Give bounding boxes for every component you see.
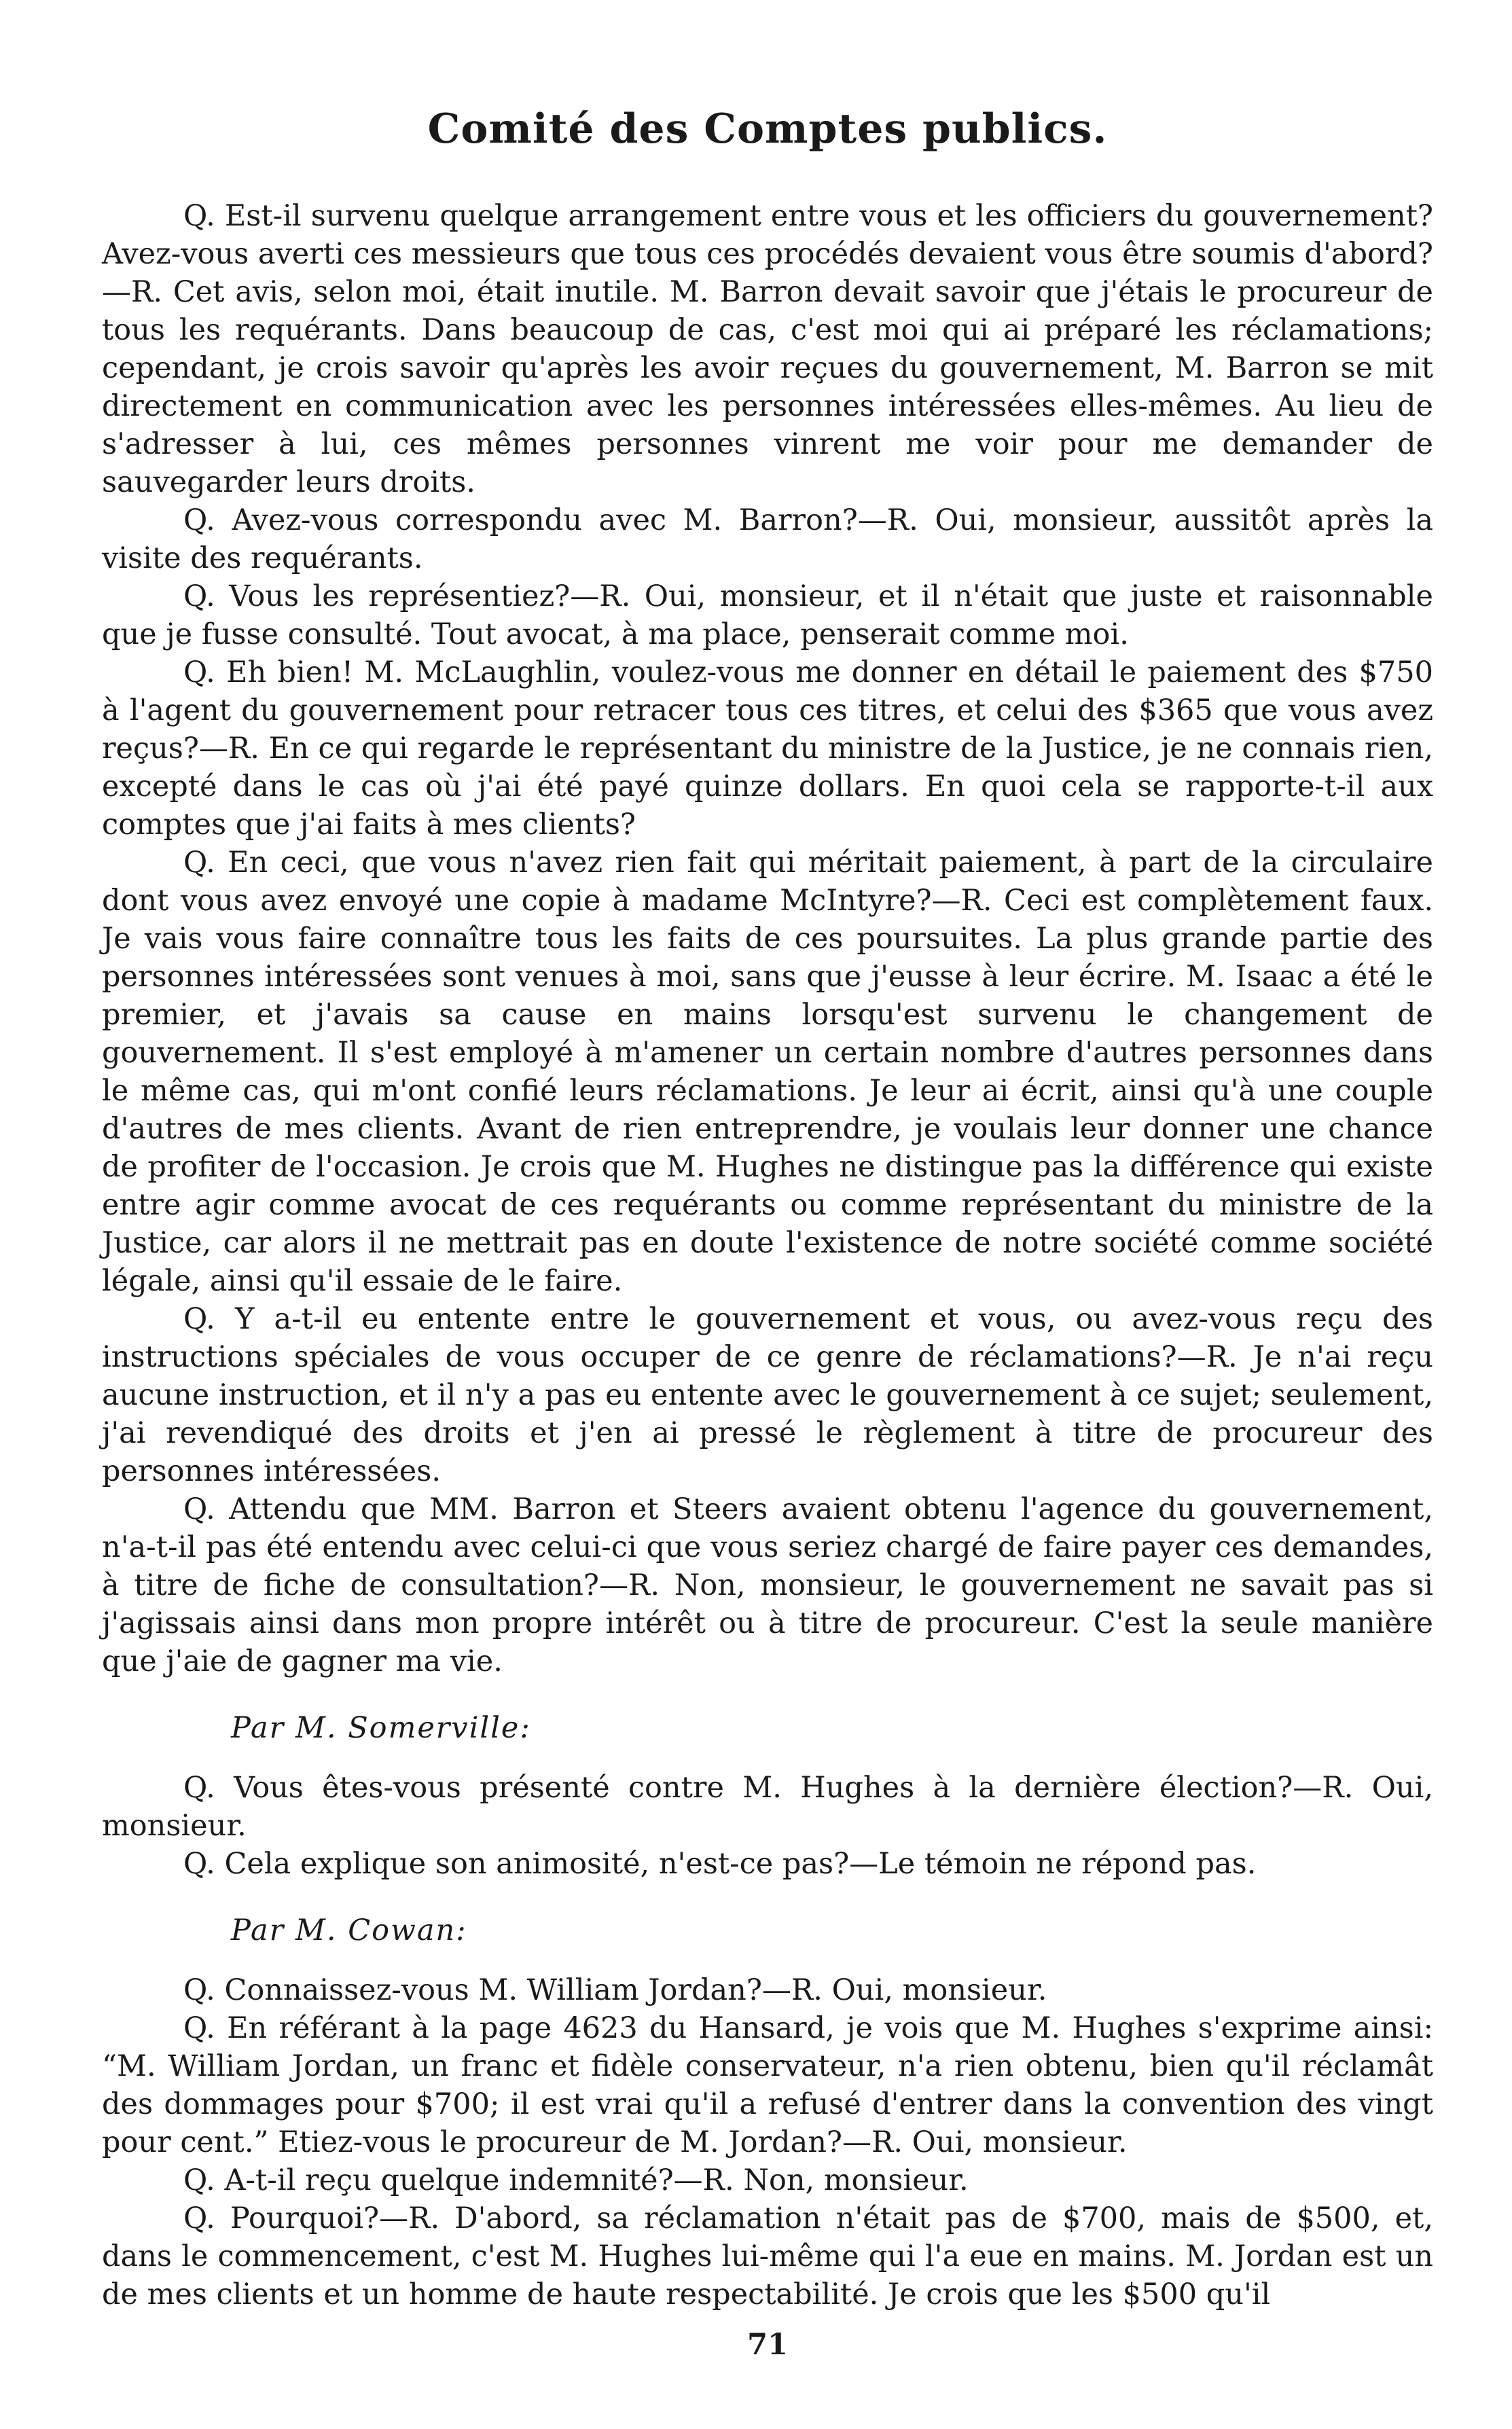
speaker-heading-somerville: Par M. Somerville: (231, 1711, 531, 1745)
paragraph: Q. Y a-t-il eu entente entre le gouvernement et vous, ou avez-vous reçu des instructions spéciales de vous occuper de ce genre de réclamations?—R. Je n'ai reçu aucune instruction, et il n'y a pas eu entente avec le gouvernement à ce sujet; seulement, j'ai revendiqué des droits et j'en ai pressé le règlement à titre de procureur des personnes intéressées. (102, 1302, 1433, 1488)
testimony-section-somerville (102, 1769, 1433, 1883)
paragraph: Q. Attendu que MM. Barron et Steers avaient obtenu l'agence du gouvernement, n'a-t-il pas été entendu avec celui-ci que vous seriez chargé de faire payer ces demandes, à titre de fiche de consultation?—R. Non, monsieur, le gouvernement ne savait pas si j'agissais ainsi dans mon propre intérêt ou à titre de procureur. C'est la seule manière que j'aie de gagner ma vie. (102, 1492, 1433, 1678)
paragraph: Q. Vous les représentiez?—R. Oui, monsieur, et il n'était que juste et raisonnable que je fusse consulté. Tout avocat, à ma place, penserait comme moi. (102, 579, 1433, 651)
paragraph: Q. Connaissez-vous M. William Jordan?—R. Oui, monsieur. (183, 1973, 1047, 2007)
testimony-section-cowan (102, 1971, 1433, 2314)
paragraph: Q. A-t-il reçu quelque indemnité?—R. Non, monsieur. (183, 2163, 969, 2197)
paragraph: Q. En ceci, que vous n'avez rien fait qui méritait paiement, à part de la circulaire dont vous avez envoyé une copie à madame McIntyre?—R. Ceci est complètement faux. Je vais vous faire connaître tous les faits de ces poursuites. La plus grande partie des personnes intéressées sont venues à moi, sans que j'eusse à leur écrire. M. Isaac a été le premier, et j'avais sa cause en mains lorsqu'est survenu le changement de gouvernement. Il s'est employé à m'amener un certain nombre d'autres personnes dans le même cas, qui m'ont confié leurs réclamations. Je leur ai écrit, ainsi qu'à une couple d'autres de mes clients. Avant de rien entreprendre, je voulais leur donner une chance de profiter de l'occasion. Je crois que M. Hughes ne distingue pas la différence qui existe entre agir comme avocat de ces requérants ou comme représentant du ministre de la Justice, car alors il ne mettrait pas en doute l'existence de notre société comme société légale, ainsi qu'il essaie de le faire. (102, 846, 1433, 1298)
paragraph: Q. En référant à la page 4623 du Hansard, je vois que M. Hughes s'exprime ainsi: “M. William Jordan, un franc et fidèle conservateur, n'a rien obtenu, bien qu'il réclamât des dommages pour $700; il est vrai qu'il a refusé d'entrer dans la convention des vingt pour cent.” Etiez-vous le procureur de M. Jordan?—R. Oui, monsieur. (102, 2011, 1433, 2159)
document-page (102, 102, 1433, 2364)
page-number: 71 (747, 2328, 788, 2362)
paragraph: Q. Avez-vous correspondu avec M. Barron?—R. Oui, monsieur, aussitôt après la visite des requérants. (102, 503, 1433, 575)
paragraph: Q. Vous êtes-vous présenté contre M. Hughes à la dernière élection?—R. Oui, monsieur. (102, 1771, 1433, 1843)
speaker-heading-cowan: Par M. Cowan: (231, 1913, 467, 1947)
testimony-section-main (102, 197, 1433, 1680)
paragraph: Q. Eh bien! M. McLaughlin, voulez-vous me donner en détail le paiement des $750 à l'agent du gouvernement pour retracer tous ces titres, et celui des $365 que vous avez reçus?—R. En ce qui regarde le représentant du ministre de la Justice, je ne connais rien, excepté dans le cas où j'ai été payé quinze dollars. En quoi cela se rapporte-t-il aux comptes que j'ai faits à mes clients? (102, 655, 1433, 842)
paragraph: Q. Cela explique son animosité, n'est-ce pas?—Le témoin ne répond pas. (183, 1847, 1257, 1881)
paragraph: Q. Est-il survenu quelque arrangement entre vous et les officiers du gouvernement? Avez-vous averti ces messieurs que tous ces procédés devaient vous être soumis d'abord?—R. Cet avis, selon moi, était inutile. M. Barron devait savoir que j'étais le procureur de tous les requérants. Dans beaucoup de cas, c'est moi qui ai préparé les réclamations; cependant, je crois savoir qu'après les avoir reçues du gouvernement, M. Barron se mit directement en communication avec les personnes intéressées elles-mêmes. Au lieu de s'adresser à lui, ces mêmes personnes vinrent me voir pour me demander de sauvegarder leurs droits. (102, 199, 1433, 499)
page-title: Comité des Comptes publics. (427, 105, 1108, 153)
paragraph: Q. Pourquoi?—R. D'abord, sa réclamation n'était pas de $700, mais de $500, et, dans le commencement, c'est M. Hughes lui-même qui l'a eue en mains. M. Jordan est un de mes clients et un homme de haute respectabilité. Je crois que les $500 qu'il (102, 2201, 1433, 2311)
